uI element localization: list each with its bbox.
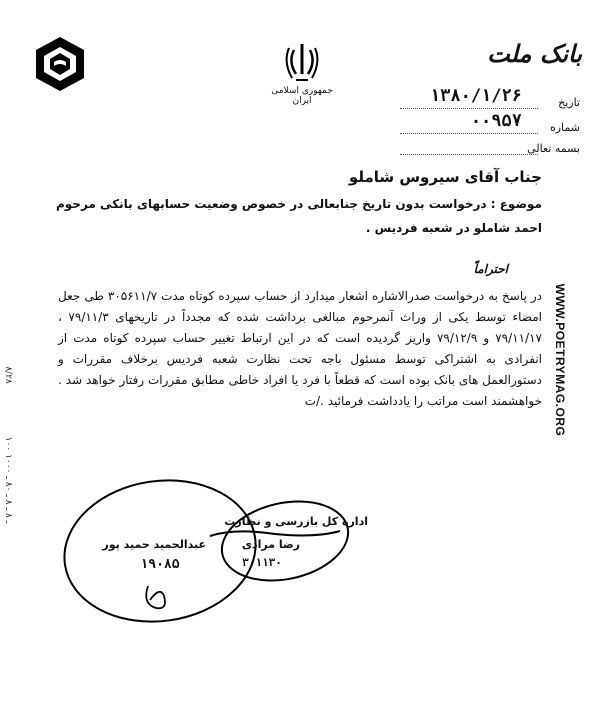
signature-stroke: [210, 531, 340, 536]
appendix-row: [400, 138, 580, 158]
stamp-code-left: ۱۹۰۸۵: [140, 557, 180, 572]
side-watermark: [550, 283, 570, 437]
stamp-department: اداره کل بازرسی و نظارت: [224, 515, 368, 528]
salutation: احتراماً: [473, 262, 508, 276]
subject: موضوع : درخواست بدون تاریخ جنابعالی در خصوص وضعیت حسابهای بانکی مرحوم احمد شاملو در شعبه فردیس .: [55, 197, 542, 235]
number-value: ۰۰۹۵۷: [470, 111, 522, 131]
margin-note-bottom-text: ۱۰۰ ـ ۸ ـ ۸ ـ ۸۰ ـ ۱۰۰۰: [3, 436, 13, 524]
margin-note-bottom: [0, 420, 18, 540]
date-row: [400, 86, 580, 112]
bank-name: بانک ملت: [487, 40, 582, 68]
signature-stamp-area: [60, 476, 360, 636]
margin-note-top-text: ۸/۲۸: [3, 366, 13, 384]
number-underline: [400, 133, 538, 134]
signature-initial: [146, 586, 165, 608]
stamp-name-left: عبدالحمید حمید پور: [102, 538, 206, 551]
iran-emblem: [282, 40, 322, 84]
emblem-caption: جمهوری اسلامی ایران: [271, 86, 333, 106]
iran-coat-of-arms-icon: [282, 40, 322, 84]
number-row: [400, 111, 580, 137]
date-underline: [400, 108, 538, 109]
date-value: ۱۳۸۰/۱/۲۶: [429, 86, 522, 106]
number-label: شماره: [549, 121, 580, 134]
watermark-text: WWW.POETRYMAG.ORG: [553, 283, 567, 437]
appendix-underline: [400, 154, 538, 155]
date-label: تاریخ: [558, 96, 580, 109]
recipient: جناب آقای سیروس شاملو: [348, 168, 542, 186]
bank-mellat-logo-icon: [30, 34, 90, 94]
bank-logo: [30, 34, 90, 94]
stamp-name-right: رضا مرادی: [241, 538, 300, 551]
signature-loop-left: [60, 476, 265, 634]
appendix-label: بسمه تعالی: [527, 142, 580, 155]
stamp-code-right: ۳۰۱۱۳۰: [242, 556, 282, 569]
letter-body: در پاسخ به درخواست صدرالاشاره اشعار میدارد از حساب سپرده کوتاه مدت ۳۰۵۶۱۱/۷ طی جعل امضاء توسط یکی از وراث آنمرحوم مبالغی برداشت شده که مجدداً در تاریخهای ۷۹/۱۱/۳ ، ۷۹/۱۱/۱۷ و ۷۹/۱۲/۹ واریز گردیده است که در این ارتباط تغییر حساب سپرده کوتاه مدت از انفرادی به اشتراکی توسط مسئول باجه تحت نظارت شعبه فردیس برخلاف مقررات و دستورالعمل های بانک بوده است که قطعاً با فرد یا افراد خاطی مطابق مقررات رفتار خواهد شد . خواهشمند است مراتب را یادداشت فرمائید ./ت: [58, 289, 542, 408]
margin-note-top: [0, 355, 18, 395]
